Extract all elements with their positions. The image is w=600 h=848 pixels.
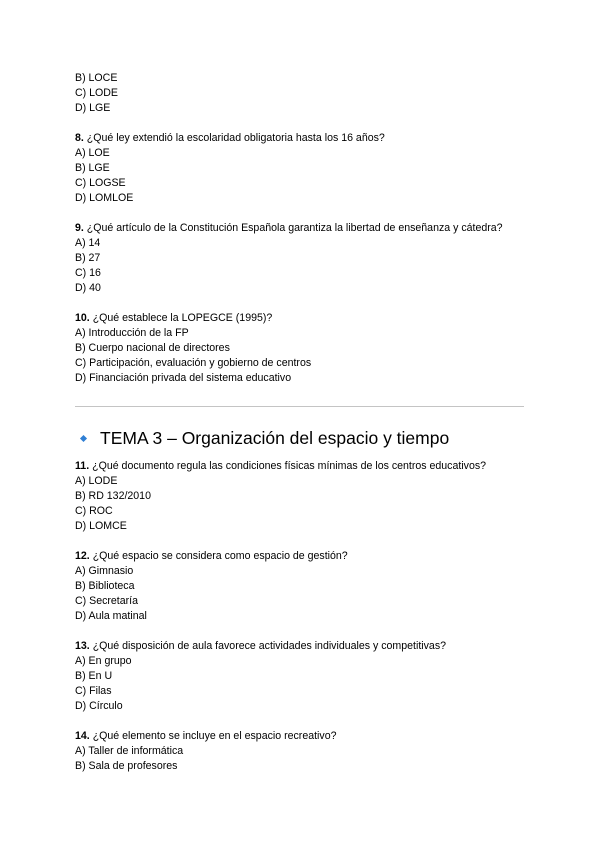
question-number: 12. bbox=[75, 550, 90, 562]
section-divider bbox=[75, 406, 524, 407]
option: A) En grupo bbox=[75, 655, 132, 667]
question-number: 9. bbox=[75, 222, 84, 234]
option: A) LOE bbox=[75, 147, 110, 159]
option: D) Aula matinal bbox=[75, 610, 147, 622]
option: B) Biblioteca bbox=[75, 580, 135, 592]
question-10 bbox=[75, 311, 535, 386]
question-13 bbox=[75, 639, 535, 714]
option: A) Gimnasio bbox=[75, 565, 134, 577]
question-line bbox=[75, 311, 535, 326]
option: A) 14 bbox=[75, 237, 101, 249]
section-heading bbox=[75, 427, 535, 449]
option: D) LOMLOE bbox=[75, 192, 134, 204]
option: D) Círculo bbox=[75, 700, 123, 712]
question-line bbox=[75, 639, 535, 654]
option: A) LODE bbox=[75, 475, 118, 487]
option: C) 16 bbox=[75, 267, 101, 279]
question-12 bbox=[75, 549, 535, 624]
option: D) 40 bbox=[75, 282, 101, 294]
question-text: ¿Qué espacio se considera como espacio de gestión? bbox=[92, 550, 348, 562]
question-8 bbox=[75, 131, 535, 206]
question-line bbox=[75, 131, 535, 146]
option: C) LODE bbox=[75, 87, 118, 99]
question-number: 10. bbox=[75, 312, 90, 324]
option: B) RD 132/2010 bbox=[75, 490, 151, 502]
section-title-text: TEMA 3 – Organización del espacio y tiempo bbox=[100, 428, 450, 448]
option: B) Sala de profesores bbox=[75, 760, 178, 772]
question-line bbox=[75, 549, 535, 564]
continued-options bbox=[75, 71, 535, 116]
option: B) 27 bbox=[75, 252, 101, 264]
question-number: 13. bbox=[75, 640, 90, 652]
option: D) LGE bbox=[75, 102, 111, 114]
question-text: ¿Qué elemento se incluye en el espacio recreativo? bbox=[92, 730, 337, 742]
question-line bbox=[75, 221, 535, 236]
question-14 bbox=[75, 729, 535, 774]
option: C) Filas bbox=[75, 685, 112, 697]
question-text: ¿Qué artículo de la Constitución Española garantiza la libertad de enseñanza y cátedra? bbox=[86, 222, 503, 234]
option: B) LOCE bbox=[75, 72, 118, 84]
question-11 bbox=[75, 459, 535, 534]
option: C) Participación, evaluación y gobierno de centros bbox=[75, 357, 312, 369]
question-line bbox=[75, 729, 535, 744]
option: C) LOGSE bbox=[75, 177, 126, 189]
question-text: ¿Qué ley extendió la escolaridad obligatoria hasta los 16 años? bbox=[86, 132, 385, 144]
option: C) ROC bbox=[75, 505, 113, 517]
option: D) LOMCE bbox=[75, 520, 127, 532]
diamond-bullet-icon bbox=[80, 434, 87, 441]
question-text: ¿Qué establece la LOPEGCE (1995)? bbox=[92, 312, 273, 324]
option: B) Cuerpo nacional de directores bbox=[75, 342, 230, 354]
option: C) Secretaría bbox=[75, 595, 138, 607]
question-number: 14. bbox=[75, 730, 90, 742]
question-line bbox=[75, 459, 535, 474]
question-number: 8. bbox=[75, 132, 84, 144]
option: D) Financiación privada del sistema educativo bbox=[75, 372, 292, 384]
option: A) Introducción de la FP bbox=[75, 327, 189, 339]
question-9 bbox=[75, 221, 535, 296]
document-content bbox=[75, 71, 535, 774]
option: A) Taller de informática bbox=[75, 745, 184, 757]
question-text: ¿Qué documento regula las condiciones físicas mínimas de los centros educativos? bbox=[92, 460, 487, 472]
question-text: ¿Qué disposición de aula favorece actividades individuales y competitivas? bbox=[92, 640, 447, 652]
option: B) LGE bbox=[75, 162, 110, 174]
option: B) En U bbox=[75, 670, 113, 682]
question-number: 11. bbox=[75, 460, 90, 472]
